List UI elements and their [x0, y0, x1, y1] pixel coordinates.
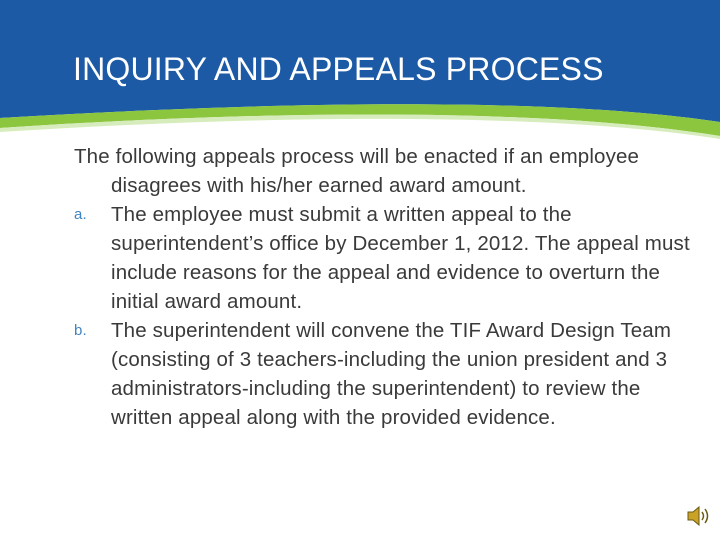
list-item: [74, 200, 694, 316]
title-banner: [0, 0, 720, 150]
list-item-text: The employee must submit a written appeal to the superintendent’s office by December 1, 2012. The appeal must include reasons for the appeal and evidence to overturn the initial award amount.: [111, 203, 690, 313]
list-marker: b.: [74, 322, 87, 339]
slide-title: INQUIRY AND APPEALS PROCESS: [73, 51, 604, 87]
intro-paragraph: The following appeals process will be enacted if an employee disagrees with his/her earned award amount.: [74, 145, 640, 197]
list-item-text: The superintendent will convene the TIF Award Design Team (consisting of 3 teachers-including the union president and 3 administrators-including the superintendent) to review the written appeal along with the provided evidence.: [111, 319, 672, 429]
list-marker: a.: [74, 206, 87, 223]
speaker-icon[interactable]: [686, 504, 712, 528]
list-item: [74, 316, 694, 432]
slide-body: [74, 142, 694, 432]
